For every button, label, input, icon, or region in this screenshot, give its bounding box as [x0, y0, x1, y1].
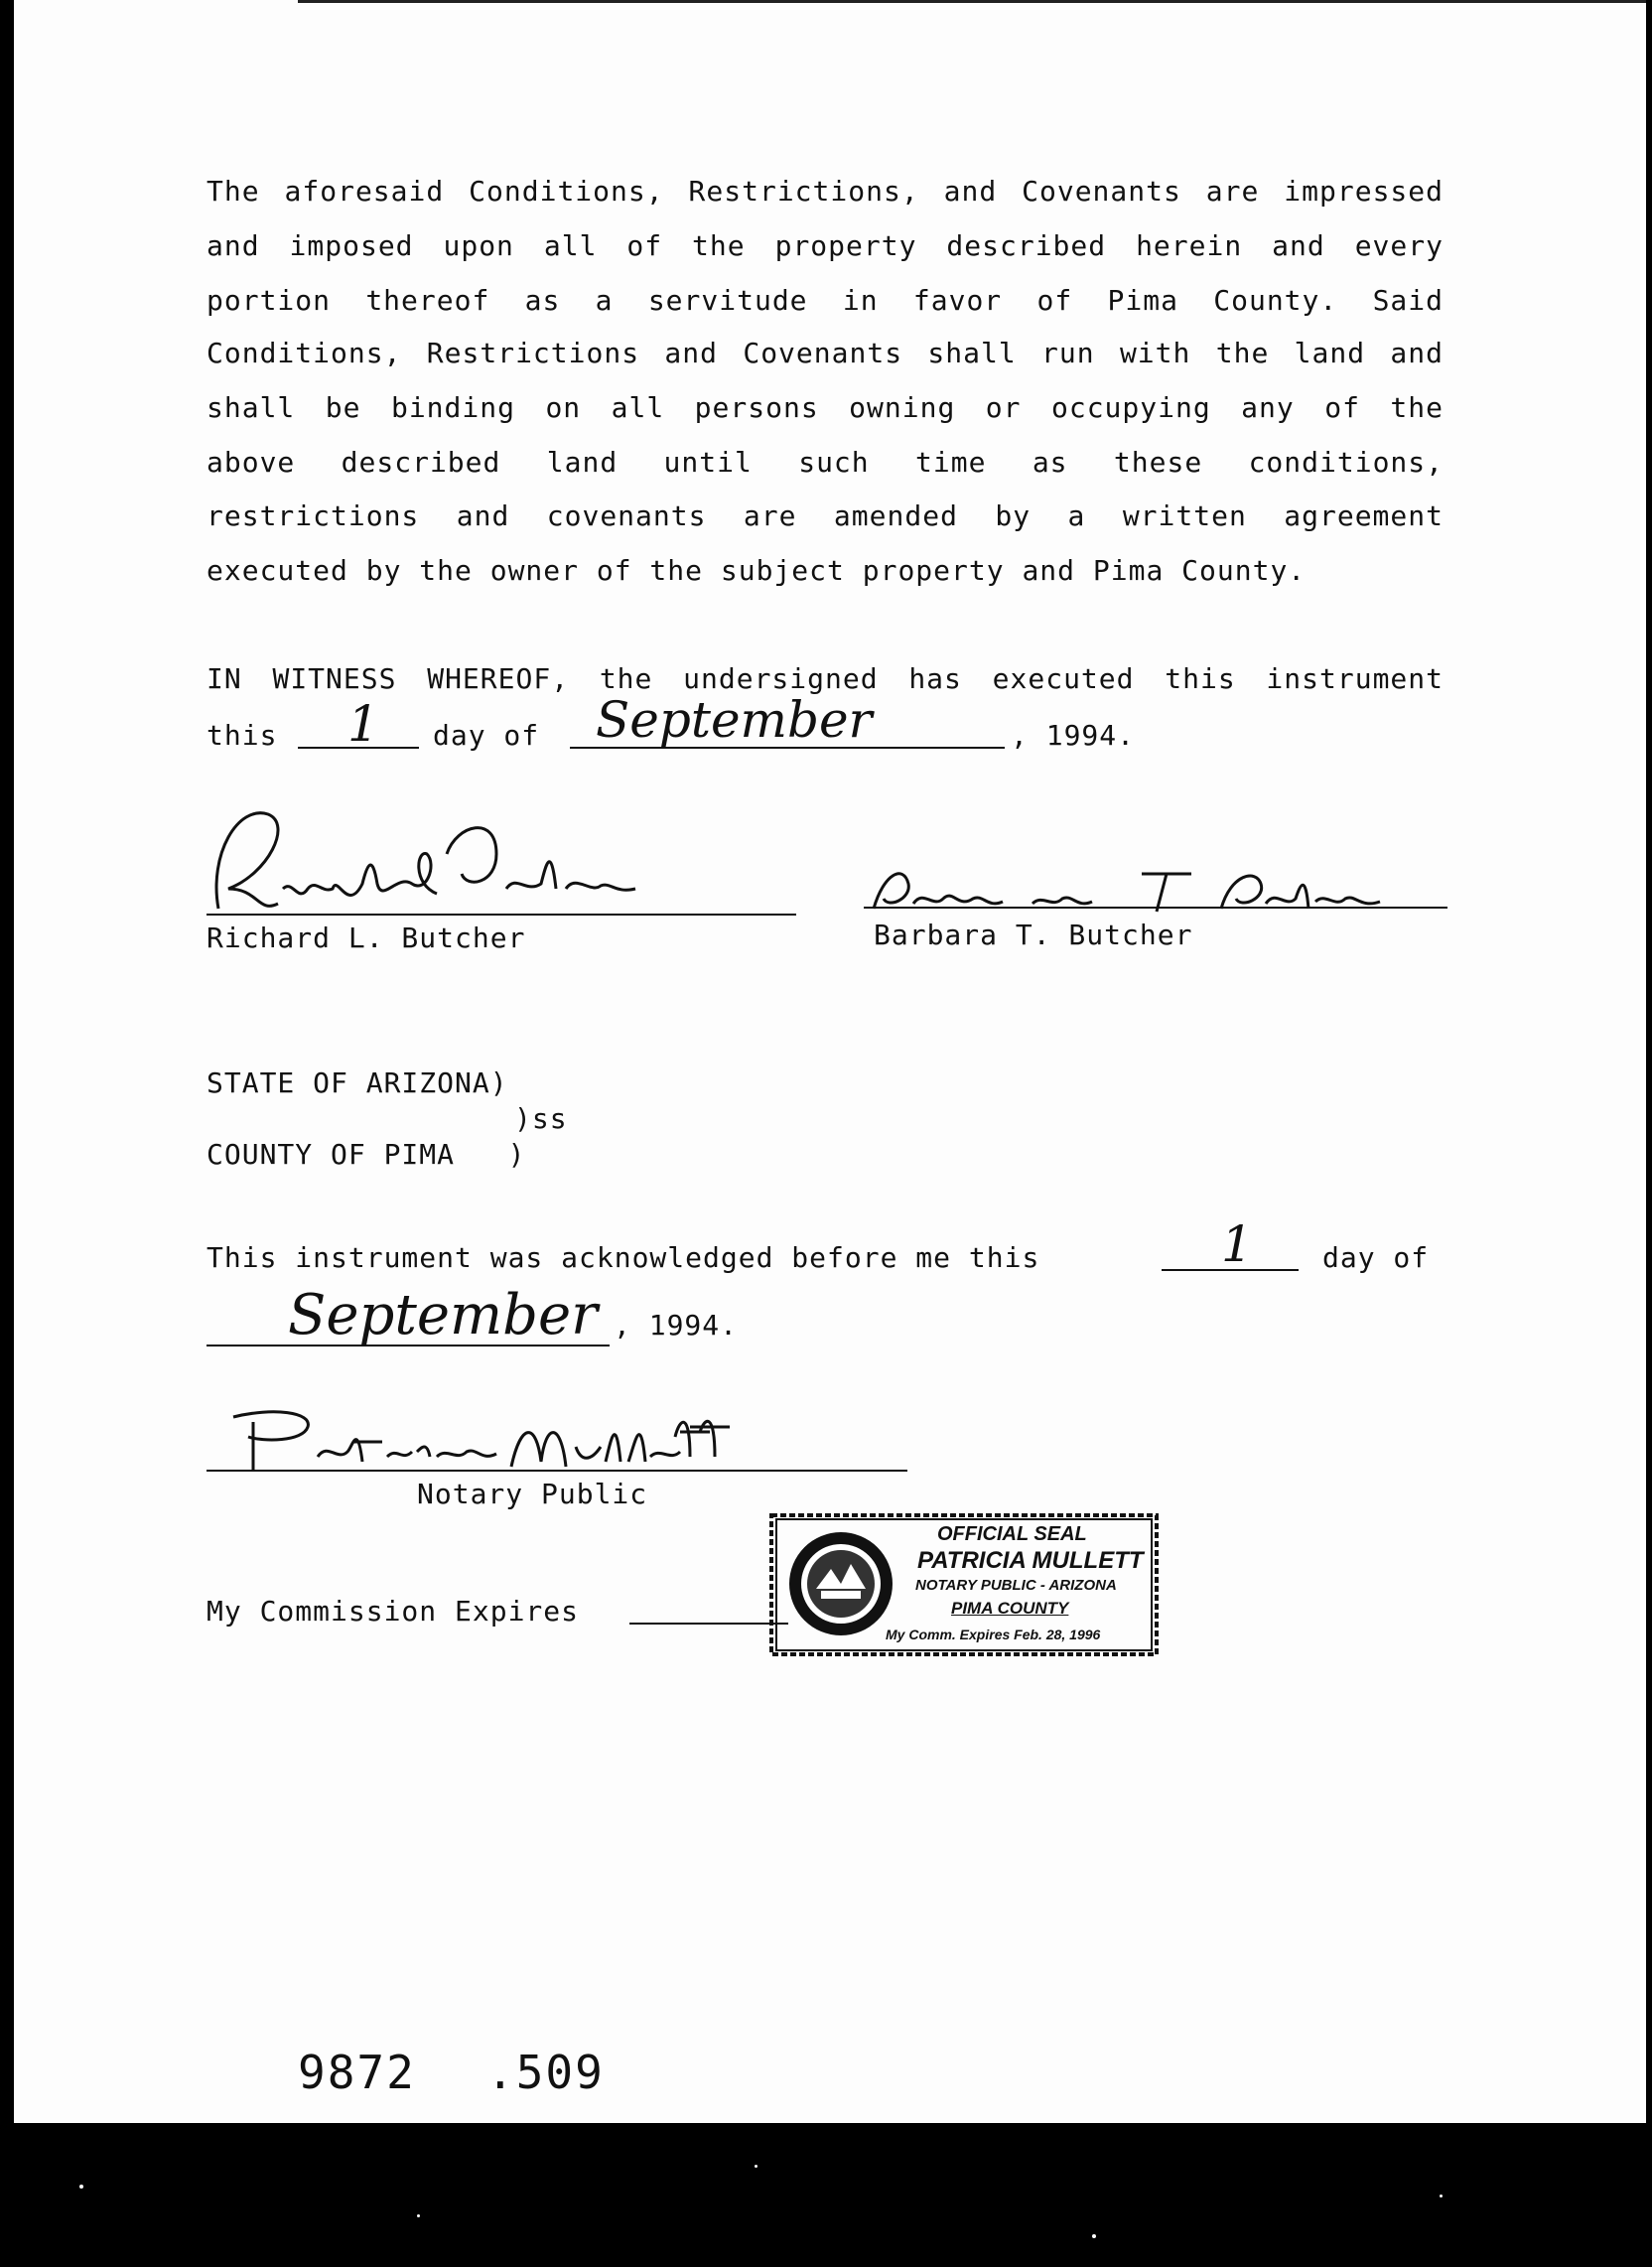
document-number-left: 9872	[298, 2046, 416, 2099]
scan-speck	[417, 2214, 420, 2217]
venue-state: STATE OF ARIZONA)	[206, 1066, 508, 1099]
scan-speck	[755, 2165, 757, 2168]
richard-signature-line	[206, 914, 796, 916]
seal-line-3: NOTARY PUBLIC - ARIZONA	[915, 1577, 1117, 1594]
venue-county: COUNTY OF PIMA )	[206, 1138, 526, 1171]
witness-day-handwritten: 1	[347, 695, 379, 753]
scan-speck	[79, 2185, 83, 2189]
ack-month-handwritten: September	[288, 1283, 598, 1347]
paragraph-line: The aforesaid Conditions, Restrictions, and Covenants are impressed	[206, 175, 1444, 208]
ack-day-handwritten: 1	[1221, 1215, 1253, 1273]
arizona-seal-icon	[786, 1529, 895, 1638]
witness-year: , 1994.	[1011, 719, 1136, 752]
barbara-name: Barbara T. Butcher	[874, 919, 1193, 951]
commission-label: My Commission Expires	[206, 1595, 580, 1628]
witness-this-label: this	[206, 719, 278, 752]
commission-blank	[629, 1623, 788, 1625]
scan-edge	[1646, 0, 1652, 2123]
barbara-signature-line	[864, 907, 1447, 909]
seal-line-4: PIMA COUNTY	[951, 1599, 1069, 1618]
paragraph-line: portion thereof as a servitude in favor of Pima County. Said	[206, 284, 1444, 317]
seal-line-2: PATRICIA MULLETT	[917, 1547, 1144, 1574]
witness-month-handwritten: September	[596, 691, 873, 749]
ack-year: , 1994.	[614, 1309, 739, 1342]
scan-speck	[1092, 2234, 1096, 2238]
ack-day-of: day of	[1322, 1241, 1430, 1274]
paragraph-line: executed by the owner of the subject property and Pima County.	[206, 554, 1307, 587]
seal-line-5: My Comm. Expires Feb. 28, 1996	[886, 1627, 1101, 1642]
scan-speck	[1440, 2195, 1443, 2197]
notary-signature-line	[206, 1470, 907, 1472]
paragraph-line: above described land until such time as these conditions,	[206, 446, 1444, 479]
witness-line: IN WITNESS WHEREOF, the undersigned has executed this instrument	[206, 662, 1444, 695]
venue-ss: )ss	[514, 1102, 568, 1135]
witness-day-of-label: day of	[433, 719, 540, 752]
paragraph-line: Conditions, Restrictions and Covenants shall run with the land and	[206, 337, 1444, 369]
seal-line-1: OFFICIAL SEAL	[937, 1523, 1087, 1545]
richard-signature	[199, 794, 655, 933]
official-seal-stamp	[766, 1507, 1162, 1661]
paragraph-line: and imposed upon all of the property described herein and every	[206, 229, 1444, 262]
paragraph-line: shall be binding on all persons owning or occupying any of the	[206, 391, 1444, 424]
document-page	[14, 0, 1648, 2123]
barbara-signature	[864, 854, 1400, 923]
paragraph-line: restrictions and covenants are amended by a written agreement	[206, 499, 1444, 532]
ack-line-start: This instrument was acknowledged before me this	[206, 1241, 1040, 1274]
document-number-right: .509	[486, 2046, 605, 2099]
notary-title: Notary Public	[417, 1478, 648, 1510]
richard-name: Richard L. Butcher	[206, 921, 526, 954]
page-top-edge	[298, 0, 1652, 3]
